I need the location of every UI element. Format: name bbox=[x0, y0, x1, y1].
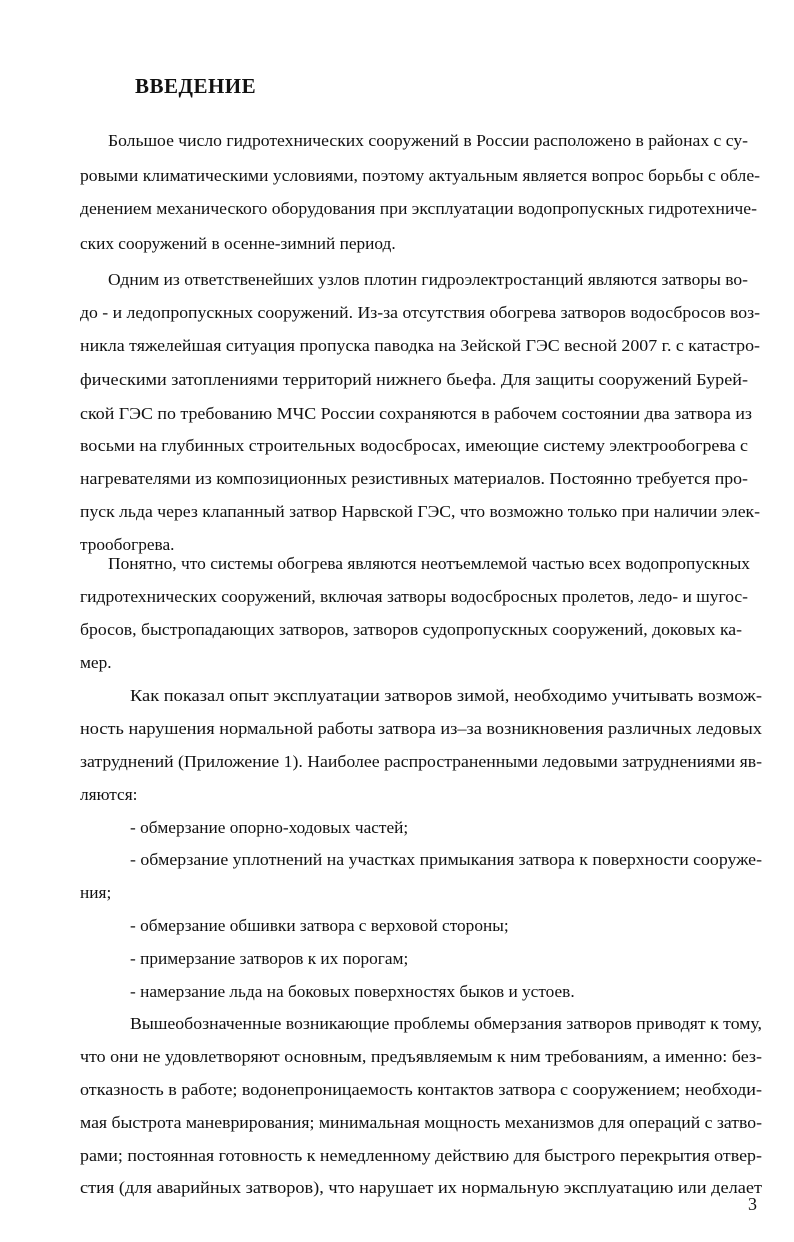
text-line: никла тяжелейшая ситуация пропуска паводка на Зейской ГЭС весной 2007 г. с катастро- bbox=[80, 336, 760, 355]
text-line: Большое число гидротехнических сооружений в России расположено в районах с су- bbox=[108, 131, 748, 150]
text-line: нагревателями из композиционных резистивных материалов. Постоянно требуется про- bbox=[80, 469, 748, 488]
text-line: ских сооружений в осенне-зимний период. bbox=[80, 234, 396, 253]
text-line: мая быстрота маневрирования; минимальная мощность механизмов для операций с затво- bbox=[80, 1113, 762, 1132]
text-line: Вышеобозначенные возникающие проблемы обмерзания затворов приводят к тому, bbox=[130, 1014, 762, 1033]
section-heading: ВВЕДЕНИЕ bbox=[135, 74, 257, 98]
text-line: Как показал опыт эксплуатации затворов зимой, необходимо учитывать возмож- bbox=[130, 686, 763, 705]
text-line: стия (для аварийных затворов), что нарушает их нормальную эксплуатацию или делает bbox=[80, 1178, 762, 1197]
text-line: бросов, быстропадающих затворов, затворов судопропускных сооружений, доковых ка- bbox=[80, 620, 742, 639]
text-line: - обмерзание опорно-ходовых частей; bbox=[130, 818, 409, 837]
text-line: ровыми климатическими условиями, поэтому актуальным является вопрос борьбы с обле- bbox=[80, 166, 761, 185]
text-line: Понятно, что системы обогрева являются неотъемлемой частью всех водопропускных bbox=[108, 554, 750, 573]
text-line: - примерзание затворов к их порогам; bbox=[130, 949, 409, 968]
text-line: восьми на глубинных строительных водосбросах, имеющие систему электрообогрева с bbox=[80, 436, 748, 455]
text-line: Одним из ответственейших узлов плотин гидроэлектростанций являются затворы во- bbox=[108, 270, 748, 289]
text-line: затруднений (Приложение 1). Наиболее распространенными ледовыми затруднениями яв- bbox=[80, 752, 762, 771]
text-line: трообогрева. bbox=[80, 535, 175, 554]
text-line: - обмерзание обшивки затвора с верховой стороны; bbox=[130, 916, 509, 935]
text-line: ской ГЭС по требованию МЧС России сохраняются в рабочем состоянии два затвора из bbox=[80, 404, 752, 423]
text-line: до - и ледопропускных сооружений. Из-за отсутствия обогрева затворов водосбросов воз- bbox=[80, 303, 760, 322]
text-line: фическими затоплениями территорий нижнего бьефа. Для защиты сооружений Бурей- bbox=[80, 370, 748, 389]
text-line: ляются: bbox=[80, 785, 138, 804]
text-line: ния; bbox=[80, 883, 112, 902]
page-number: 3 bbox=[748, 1194, 757, 1214]
text-line: что они не удовлетворяют основным, предъявляемым к ним требованиям, а именно: без- bbox=[80, 1047, 762, 1066]
text-line: пуск льда через клапанный затвор Нарвской ГЭС, что возможно только при наличии элек- bbox=[80, 502, 760, 521]
text-line: - намерзание льда на боковых поверхностях быков и устоев. bbox=[130, 982, 575, 1001]
text-line: ность нарушения нормальной работы затвора из–за возникновения различных ледовых bbox=[80, 719, 762, 738]
text-line: гидротехнических сооружений, включая затворы водосбросных пролетов, ледо- и шугос- bbox=[80, 587, 748, 606]
text-line: отказность в работе; водонепроницаемость контактов затвора с сооружением; необходи- bbox=[80, 1080, 763, 1099]
text-line: рами; постоянная готовность к немедленному действию для быстрого перекрытия отвер- bbox=[80, 1146, 762, 1165]
text-line: мер. bbox=[80, 653, 112, 672]
text-line: денением механического оборудования при эксплуатации водопропускных гидротехниче- bbox=[80, 199, 757, 218]
text-line: - обмерзание уплотнений на участках примыкания затвора к поверхности сооруже- bbox=[130, 850, 762, 869]
